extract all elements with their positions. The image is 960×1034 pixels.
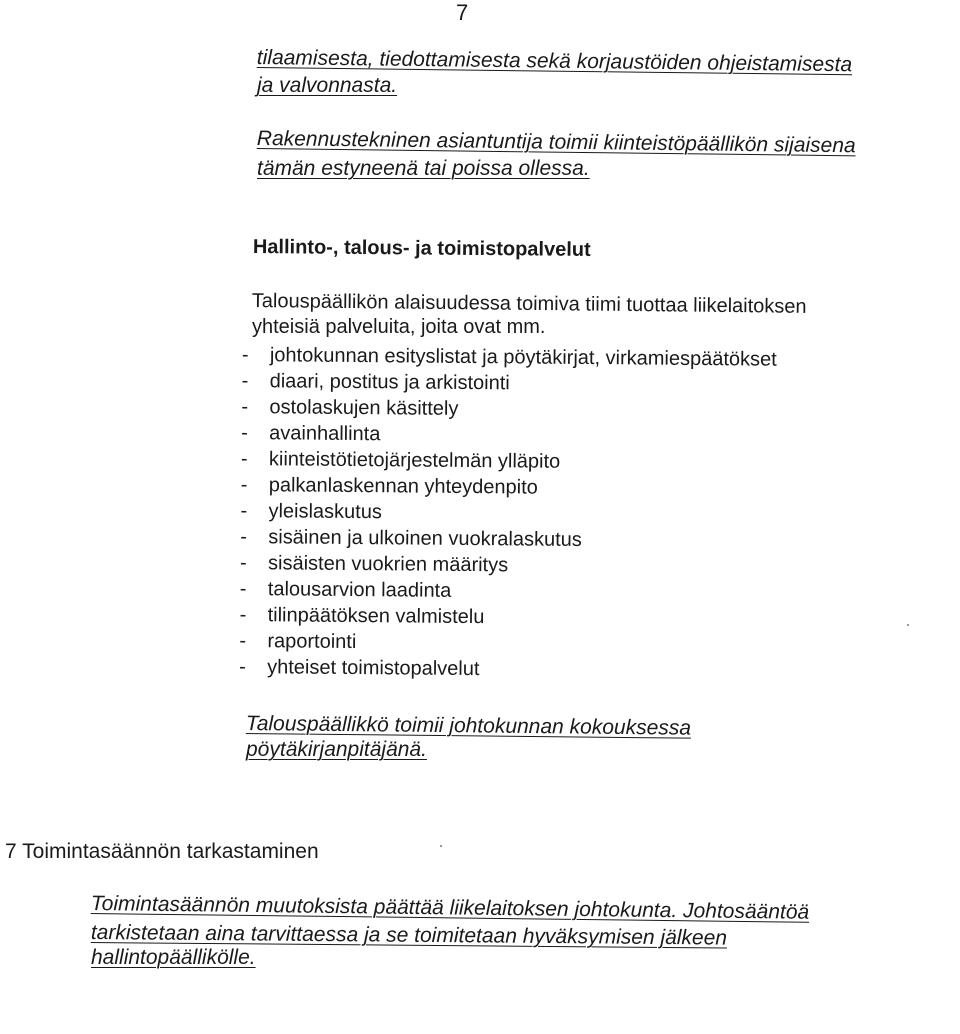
list-dash: -: [239, 577, 247, 601]
service-item-text: talousarvion laadinta: [267, 578, 452, 602]
list-dash: -: [239, 551, 247, 575]
list-dash: -: [241, 343, 249, 367]
list-dash: -: [240, 525, 248, 549]
service-item-text: tilinpäätöksen valmistelu: [267, 604, 485, 629]
list-dash: -: [241, 369, 249, 393]
admin-intro-line-2: yhteisiä palveluita, joita ovat mm.: [252, 316, 546, 338]
section-7-title: 7 Toimintasäännön tarkastaminen: [5, 840, 319, 863]
section-7-line-3: hallintopäällikölle.: [91, 946, 256, 969]
services-list: [239, 342, 777, 685]
secretary-note-line-1: Talouspäällikkö toimii johtokunnan kokouksessa: [245, 712, 692, 740]
intro-paragraph-line-1: tilaamisesta, tiedottamisesta sekä korjaustöiden ohjeistamisesta: [256, 46, 853, 77]
deputy-paragraph-line-2: tämän estyneenä tai poissa ollessa.: [257, 157, 590, 180]
service-item-text: kiinteistötietojärjestelmän ylläpito: [268, 448, 561, 473]
service-item-text: diaari, postitus ja arkistointi: [269, 370, 510, 395]
section-7-line-2: tarkistetaan aina tarvittaessa ja se toimitetaan hyväksymisen jälkeen: [90, 921, 728, 950]
list-dash: -: [240, 499, 248, 523]
list-dash: -: [241, 395, 249, 419]
admin-intro-line-1: Talouspäällikön alaisuudessa toimiva tiimi tuottaa liikelaitoksen: [251, 289, 807, 318]
list-item: [239, 654, 774, 685]
scan-speck: [907, 624, 909, 626]
list-dash: -: [240, 447, 248, 471]
service-item-text: yleislaskutus: [268, 500, 383, 524]
service-item-text: sisäisten vuokrien määritys: [267, 552, 509, 577]
service-item-text: raportointi: [267, 630, 357, 654]
list-dash: -: [240, 473, 248, 497]
service-item-text: palkanlaskennan yhteydenpito: [268, 474, 538, 499]
list-dash: -: [239, 655, 246, 679]
secretary-note-line-2: pöytäkirjanpitäjänä.: [246, 738, 427, 761]
service-item-text: yhteiset toimistopalvelut: [267, 656, 480, 681]
scan-speck: [440, 845, 442, 847]
section-7-line-1: Toimintasäännön muutoksista päättää liikelaitoksen johtokunta. Johtosääntöä: [90, 892, 810, 924]
page-number: 7: [456, 0, 469, 25]
list-dash: -: [239, 603, 247, 627]
list-dash: -: [239, 629, 247, 653]
intro-paragraph-line-2: ja valvonnasta.: [257, 74, 398, 97]
service-item-text: avainhallinta: [269, 422, 381, 446]
service-item-text: sisäinen ja ulkoinen vuokralaskutus: [268, 526, 582, 551]
list-dash: -: [241, 421, 248, 445]
service-item-text: johtokunnan esityslistat ja pöytäkirjat, virkamiespäätökset: [269, 344, 777, 371]
deputy-paragraph-line-1: Rakennustekninen asiantuntija toimii kiinteistöpäällikön sijaisena: [256, 127, 856, 158]
admin-section-heading: Hallinto-, talous- ja toimistopalvelut: [252, 236, 591, 261]
service-item-text: ostolaskujen käsittely: [269, 396, 459, 420]
